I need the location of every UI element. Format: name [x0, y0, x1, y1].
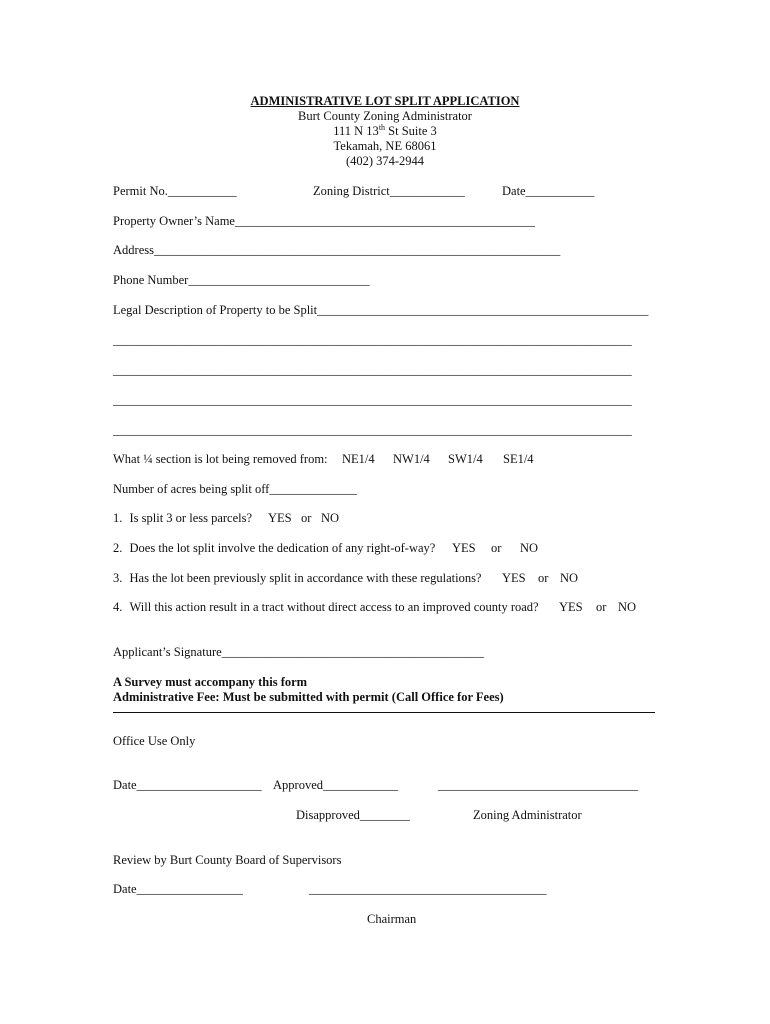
question-text: Will this action result in a tract without direct access to an improved county road?	[129, 600, 539, 614]
question-3-or: or	[538, 571, 549, 585]
legal-description-line[interactable]: ___________________________________________________________________________________	[113, 333, 632, 347]
question-4-or: or	[596, 600, 607, 614]
disapproved-field[interactable]: Disapproved________	[296, 808, 410, 822]
question-2-yes[interactable]: YES	[452, 541, 476, 555]
question-4	[113, 601, 539, 614]
applicant-signature-field[interactable]: Applicant’s Signature__________________________________________	[113, 645, 485, 659]
question-2-no[interactable]: NO	[520, 541, 539, 555]
survey-notice: A Survey must accompany this form	[113, 675, 308, 689]
quarter-option-sw[interactable]: SW1/4	[448, 452, 483, 466]
question-4-yes[interactable]: YES	[559, 600, 583, 614]
question-4-no[interactable]: NO	[618, 600, 637, 614]
question-number: 2.	[113, 541, 123, 555]
office-phone: (402) 374-2944	[345, 154, 425, 168]
question-1	[113, 512, 252, 525]
office-city: Tekamah, NE 68061	[333, 139, 437, 153]
date-field[interactable]: Date___________	[502, 184, 595, 198]
legal-description-line[interactable]: ___________________________________________________________________________________	[113, 423, 632, 437]
legal-description-field[interactable]: Legal Description of Property to be Split_____________________________________________________	[113, 303, 649, 317]
question-number: 1.	[113, 511, 123, 525]
question-1-or: or	[301, 511, 312, 525]
question-text: Is split 3 or less parcels?	[129, 511, 253, 525]
chairman-signature-line[interactable]: ______________________________________	[309, 882, 547, 896]
chairman-title: Chairman	[367, 912, 417, 926]
question-text: Has the lot been previously split in accordance with these regulations?	[129, 571, 482, 585]
question-text: Does the lot split involve the dedication of any right-of-way?	[129, 541, 436, 555]
property-owner-field[interactable]: Property Owner’s Name________________________________________________	[113, 214, 535, 228]
question-3	[113, 572, 481, 585]
office-street: 111 N 13th St Suite 3	[333, 122, 437, 138]
question-1-no[interactable]: NO	[321, 511, 340, 525]
quarter-section-prompt: What ¼ section is lot being removed from:	[113, 452, 328, 466]
phone-number-field[interactable]: Phone Number_____________________________	[113, 273, 370, 287]
office-name: Burt County Zoning Administrator	[298, 109, 472, 123]
quarter-option-ne[interactable]: NE1/4	[342, 452, 375, 466]
office-date-field[interactable]: Date____________________	[113, 778, 262, 792]
zoning-admin-signature-line[interactable]: ________________________________	[438, 778, 638, 792]
address-field[interactable]: Address_________________________________________________________________	[113, 243, 561, 257]
board-review-heading: Review by Burt County Board of Supervisors	[113, 853, 342, 867]
approved-field[interactable]: Approved____________	[273, 778, 398, 792]
question-2-or: or	[491, 541, 502, 555]
quarter-option-nw[interactable]: NW1/4	[393, 452, 430, 466]
question-2	[113, 542, 435, 555]
legal-description-line[interactable]: ___________________________________________________________________________________	[113, 363, 632, 377]
section-divider	[113, 712, 655, 713]
fee-notice: Administrative Fee: Must be submitted with permit (Call Office for Fees)	[113, 690, 504, 704]
permit-field[interactable]: Permit No.___________	[113, 184, 237, 198]
question-3-yes[interactable]: YES	[502, 571, 526, 585]
quarter-option-se[interactable]: SE1/4	[503, 452, 534, 466]
form-title: ADMINISTRATIVE LOT SPLIT APPLICATION	[250, 94, 520, 108]
legal-description-line[interactable]: ___________________________________________________________________________________	[113, 393, 632, 407]
board-date-field[interactable]: Date_________________	[113, 882, 243, 896]
question-number: 4.	[113, 600, 123, 614]
zoning-admin-title: Zoning Administrator	[473, 808, 582, 822]
question-3-no[interactable]: NO	[560, 571, 579, 585]
office-use-heading: Office Use Only	[113, 734, 196, 748]
question-1-yes[interactable]: YES	[268, 511, 292, 525]
zoning-district-field[interactable]: Zoning District____________	[313, 184, 465, 198]
question-number: 3.	[113, 571, 123, 585]
acres-field[interactable]: Number of acres being split off______________	[113, 482, 357, 496]
